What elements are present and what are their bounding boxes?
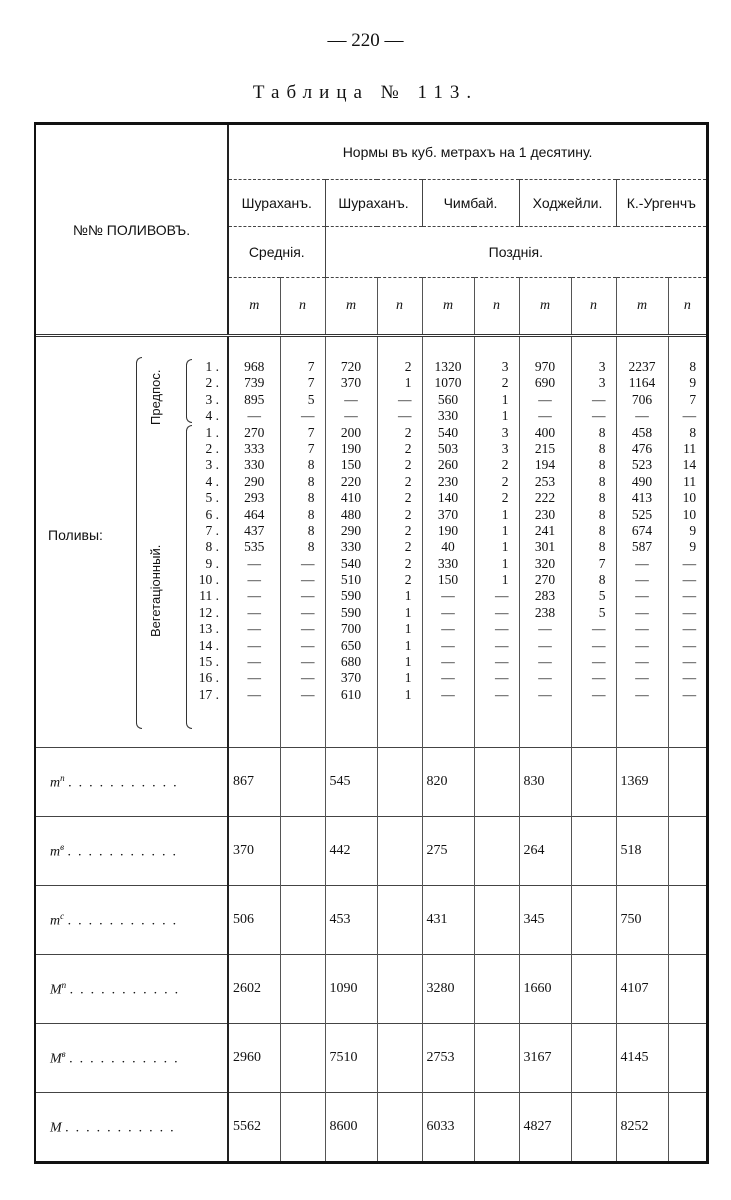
- column-chimbay-m: [422, 336, 474, 748]
- table-cell: 8: [307, 539, 315, 555]
- table-cell: 739: [244, 375, 265, 391]
- type-header-pozdniya: Позднія.: [325, 227, 706, 278]
- prednos-label: Предпос.: [148, 369, 163, 425]
- column-shurakhan-pozd-n: [377, 336, 422, 748]
- table-cell: 8: [598, 506, 606, 522]
- table-cell: 2: [404, 359, 412, 374]
- sub-header-n: n: [474, 278, 519, 336]
- table-cell: —: [495, 604, 509, 620]
- summary-value: 2960: [228, 1024, 280, 1093]
- table-cell: 525: [631, 506, 653, 522]
- table-cell: —: [682, 621, 697, 637]
- table-cell: —: [538, 637, 552, 653]
- table-cell: 1320: [434, 359, 462, 374]
- table-cell: 222: [534, 490, 556, 506]
- table-cell: 8: [689, 359, 697, 374]
- table-cell: —: [495, 637, 509, 653]
- table-cell: 8: [598, 539, 606, 555]
- table-cell: 8: [598, 572, 606, 588]
- table-cell: 230: [437, 473, 459, 489]
- table-cell: 200: [340, 424, 362, 440]
- table-cell: 480: [340, 506, 362, 522]
- sub-header-n: n: [571, 278, 616, 336]
- table-cell: —: [301, 604, 315, 620]
- table-cell: —: [247, 588, 261, 604]
- table-cell: 301: [534, 539, 556, 555]
- table-cell: —: [682, 555, 697, 571]
- table-cell: 2: [501, 375, 509, 391]
- table-cell: 10: [682, 506, 697, 522]
- table-cell: 674: [631, 522, 653, 538]
- column-chimbay-n: [474, 336, 519, 748]
- table-cell: 1: [404, 654, 412, 670]
- polivy-label: Поливы:: [48, 527, 103, 543]
- table-cell: 7: [307, 440, 315, 456]
- table-cell: —: [495, 670, 509, 686]
- table-cell: 370: [437, 506, 459, 522]
- table-cell: —: [538, 686, 552, 702]
- summary-value: 8252: [616, 1093, 668, 1162]
- table-cell: —: [635, 637, 649, 653]
- table-cell: 215: [534, 440, 556, 456]
- table-cell: —: [301, 686, 315, 702]
- table-cell: 11: [683, 440, 697, 456]
- column-urgench-m: [616, 336, 668, 748]
- table-cell: —: [301, 621, 315, 637]
- sub-header-n: n: [668, 278, 706, 336]
- table-cell: 330: [437, 555, 459, 571]
- table-cell: 370: [340, 670, 362, 686]
- table-cell: 150: [437, 572, 459, 588]
- table-cell: —: [247, 670, 261, 686]
- column-shurakhan-sred-m: [228, 336, 280, 748]
- table-cell: —: [301, 654, 315, 670]
- table-cell: 290: [244, 473, 265, 489]
- summary-row: [36, 1024, 706, 1093]
- table-cell: 560: [437, 391, 459, 407]
- table-cell: 8: [307, 490, 315, 506]
- type-header-sredniya: Среднія.: [228, 227, 325, 278]
- table-cell: —: [441, 686, 455, 702]
- summary-row: [36, 955, 706, 1024]
- table-cell: 150: [340, 457, 362, 473]
- table-cell: 464: [244, 506, 265, 522]
- summary-value: 1660: [519, 955, 571, 1024]
- place-header: Шураханъ.: [228, 180, 325, 227]
- row-label-area: [36, 337, 227, 747]
- table-cell: 706: [631, 391, 653, 407]
- table-cell: 690: [534, 375, 556, 391]
- summary-label: $M^п$ ...........: [36, 955, 228, 1024]
- table-cell: 590: [340, 604, 362, 620]
- table-cell: 410: [340, 490, 362, 506]
- summary-value: 3167: [519, 1024, 571, 1093]
- table-cell: 503: [437, 440, 459, 456]
- summary-value: 4107: [616, 955, 668, 1024]
- table-cell: —: [635, 555, 649, 571]
- table-cell: —: [635, 686, 649, 702]
- irrigation-norms-table: [34, 122, 709, 1164]
- table-cell: 7: [307, 424, 315, 440]
- page-number: — 220 —: [327, 30, 404, 51]
- table-cell: 7: [689, 391, 697, 407]
- table-cell: 320: [534, 555, 556, 571]
- table-cell: —: [592, 670, 606, 686]
- table-cell: 290: [340, 522, 362, 538]
- summary-value: 820: [422, 748, 474, 817]
- table-cell: —: [441, 621, 455, 637]
- table-cell: —: [635, 588, 649, 604]
- table-cell: 1: [501, 506, 509, 522]
- table-cell: —: [592, 637, 606, 653]
- table-cell: 238: [534, 604, 556, 620]
- summary-value: 867: [228, 748, 280, 817]
- table-cell: 7: [307, 375, 315, 391]
- summary-value: 345: [519, 886, 571, 955]
- table-cell: 7: [598, 555, 606, 571]
- table-cell: 3: [501, 359, 509, 374]
- table-cell: —: [398, 408, 412, 424]
- table-cell: —: [301, 572, 315, 588]
- summary-value: 264: [519, 817, 571, 886]
- summary-row: [36, 886, 706, 955]
- table-cell: 700: [340, 621, 362, 637]
- summary-value: 453: [325, 886, 377, 955]
- table-cell: 253: [534, 473, 556, 489]
- table-cell: 8: [307, 522, 315, 538]
- table-cell: —: [592, 621, 606, 637]
- table-cell: 2: [404, 572, 412, 588]
- table-cell: 241: [534, 522, 556, 538]
- column-khodzheyli-m: [519, 336, 571, 748]
- table-cell: 895: [244, 391, 265, 407]
- table-cell: 437: [244, 522, 265, 538]
- column-shurakhan-pozd-m: [325, 336, 377, 748]
- table-cell: —: [441, 670, 455, 686]
- table-cell: 400: [534, 424, 556, 440]
- table-cell: 8: [307, 506, 315, 522]
- summary-row: [36, 1093, 706, 1162]
- summary-value: 2602: [228, 955, 280, 1024]
- table-cell: 680: [340, 654, 362, 670]
- table-cell: 2: [404, 522, 412, 538]
- table-cell: —: [441, 637, 455, 653]
- table-cell: 610: [340, 686, 362, 702]
- place-header: Чимбай.: [422, 180, 519, 227]
- table-cell: —: [344, 391, 358, 407]
- sub-header-m: m: [422, 278, 474, 336]
- table-cell: 2: [404, 473, 412, 489]
- table-cell: 1: [501, 555, 509, 571]
- table-cell: —: [635, 604, 649, 620]
- table-cell: —: [538, 654, 552, 670]
- summary-row: [36, 817, 706, 886]
- table-cell: 2: [404, 490, 412, 506]
- table-cell: 720: [340, 359, 362, 374]
- table-cell: 5: [598, 588, 606, 604]
- table-cell: 1: [404, 604, 412, 620]
- row-numbers: 1 . 2 . 3 . 4 . 1 . 2 . 3 . 4 . 5 . 6 . 7 . 8 . 9 . 10 . 11 . 12 . 13 . 14 . 15 . 16 . 17 .: [198, 359, 219, 702]
- table-cell: 2: [501, 473, 509, 489]
- table-cell: 330: [340, 539, 362, 555]
- table-cell: 2: [501, 490, 509, 506]
- summary-row: [36, 748, 706, 817]
- column-urgench-n: [668, 336, 706, 748]
- table-cell: 5: [307, 391, 315, 407]
- summary-value: 442: [325, 817, 377, 886]
- summary-value: 5562: [228, 1093, 280, 1162]
- table-cell: 40: [441, 539, 455, 555]
- table-cell: 1164: [628, 375, 656, 391]
- table-cell: 3: [598, 359, 606, 374]
- table-cell: —: [635, 654, 649, 670]
- table-cell: 140: [437, 490, 459, 506]
- table-cell: —: [538, 621, 552, 637]
- table-cell: 510: [340, 572, 362, 588]
- table-cell: —: [635, 670, 649, 686]
- table-cell: —: [538, 670, 552, 686]
- table-cell: 220: [340, 473, 362, 489]
- table-cell: —: [247, 654, 261, 670]
- summary-label: M ...........: [36, 1093, 228, 1162]
- table-cell: —: [538, 408, 552, 424]
- table-cell: 5: [598, 604, 606, 620]
- table-cell: —: [247, 572, 261, 588]
- summary-value: 750: [616, 886, 668, 955]
- table-cell: 2: [404, 424, 412, 440]
- table-cell: 1: [404, 588, 412, 604]
- table-cell: 8: [689, 424, 697, 440]
- table-cell: 9: [689, 522, 697, 538]
- table-cell: 2: [404, 440, 412, 456]
- summary-value: 370: [228, 817, 280, 886]
- table-cell: 1: [501, 539, 509, 555]
- table-cell: —: [301, 588, 315, 604]
- table-cell: 1: [501, 391, 509, 407]
- table-cell: 2: [404, 555, 412, 571]
- table-cell: —: [682, 572, 697, 588]
- table-cell: 9: [689, 539, 697, 555]
- table-cell: —: [441, 654, 455, 670]
- table-cell: —: [682, 686, 697, 702]
- table-cell: 330: [437, 408, 459, 424]
- table-cell: 8: [307, 473, 315, 489]
- summary-value: 830: [519, 748, 571, 817]
- table-cell: 2: [404, 506, 412, 522]
- table-cell: 194: [534, 457, 556, 473]
- table-cell: 293: [244, 490, 265, 506]
- table-cell: —: [682, 637, 697, 653]
- table-cell: —: [682, 654, 697, 670]
- table-cell: —: [301, 637, 315, 653]
- table-cell: 970: [534, 359, 556, 374]
- table-cell: 1: [501, 572, 509, 588]
- table-cell: 458: [631, 424, 653, 440]
- summary-value: 7510: [325, 1024, 377, 1093]
- summary-label: $m^с$ ...........: [36, 886, 228, 955]
- summary-value: 545: [325, 748, 377, 817]
- table-cell: 490: [631, 473, 653, 489]
- vegetatsionniy-label: Вегетаціонный.: [148, 544, 163, 637]
- table-cell: —: [495, 686, 509, 702]
- summary-value: 518: [616, 817, 668, 886]
- table-cell: 1: [501, 408, 509, 424]
- table-cell: —: [247, 555, 261, 571]
- table-cell: —: [682, 588, 697, 604]
- table-cell: —: [635, 572, 649, 588]
- table-cell: 190: [437, 522, 459, 538]
- table-cell: 8: [598, 473, 606, 489]
- table-cell: 11: [683, 473, 697, 489]
- table-cell: —: [592, 654, 606, 670]
- table-cell: 370: [340, 375, 362, 391]
- table-cell: 270: [244, 424, 265, 440]
- table-cell: —: [538, 391, 552, 407]
- table-cell: —: [301, 408, 315, 424]
- summary-value: 6033: [422, 1093, 474, 1162]
- table-cell: 650: [340, 637, 362, 653]
- summary-value: 431: [422, 886, 474, 955]
- table-cell: 587: [631, 539, 653, 555]
- table-cell: 413: [631, 490, 653, 506]
- row-label-header: №№ ПОЛИВОВЪ.: [36, 125, 228, 336]
- table-cell: 7: [307, 359, 315, 374]
- summary-value: 3280: [422, 955, 474, 1024]
- sub-header-m: m: [616, 278, 668, 336]
- sub-header-m: m: [519, 278, 571, 336]
- table-cell: 8: [307, 457, 315, 473]
- table-cell: 1: [404, 686, 412, 702]
- table-cell: 535: [244, 539, 265, 555]
- table-title: Таблица № 113.: [252, 82, 479, 103]
- table-cell: —: [398, 391, 412, 407]
- norms-title: Нормы въ куб. метрахъ на 1 десятину.: [228, 125, 706, 180]
- table-cell: —: [682, 604, 697, 620]
- table-cell: 333: [244, 440, 265, 456]
- table-cell: 190: [340, 440, 362, 456]
- table-cell: —: [495, 654, 509, 670]
- summary-value: 2753: [422, 1024, 474, 1093]
- table-cell: 1: [501, 522, 509, 538]
- table-cell: 8: [598, 424, 606, 440]
- place-header: К.-Ургенчъ: [616, 180, 706, 227]
- table-cell: —: [592, 686, 606, 702]
- summary-label: $M^в$ ...........: [36, 1024, 228, 1093]
- table-cell: 270: [534, 572, 556, 588]
- table-cell: —: [441, 604, 455, 620]
- place-header: Ходжейли.: [519, 180, 616, 227]
- table-cell: 9: [689, 375, 697, 391]
- table-cell: 8: [598, 457, 606, 473]
- table-cell: 1: [404, 621, 412, 637]
- summary-value: 8600: [325, 1093, 377, 1162]
- table-cell: 3: [598, 375, 606, 391]
- summary-value: 4827: [519, 1093, 571, 1162]
- table-cell: —: [247, 408, 261, 424]
- table-cell: —: [682, 408, 697, 424]
- table-cell: 10: [682, 490, 697, 506]
- table-cell: 540: [437, 424, 459, 440]
- table-cell: 8: [598, 440, 606, 456]
- table-cell: —: [495, 621, 509, 637]
- table-cell: 14: [682, 457, 697, 473]
- summary-value: 4145: [616, 1024, 668, 1093]
- summary-value: 275: [422, 817, 474, 886]
- table-cell: 476: [631, 440, 653, 456]
- table-cell: —: [247, 621, 261, 637]
- table-cell: —: [247, 604, 261, 620]
- table-cell: —: [301, 670, 315, 686]
- table-cell: 8: [598, 490, 606, 506]
- table-cell: 540: [340, 555, 362, 571]
- summary-value: 1090: [325, 955, 377, 1024]
- table-cell: 330: [244, 457, 265, 473]
- sub-header-m: m: [228, 278, 280, 336]
- place-header: Шураханъ.: [325, 180, 422, 227]
- summary-label: $m^в$ ...........: [36, 817, 228, 886]
- sub-header-n: n: [280, 278, 325, 336]
- summary-value: 506: [228, 886, 280, 955]
- summary-label: $m^п$ ...........: [36, 748, 228, 817]
- table-cell: 968: [244, 359, 265, 374]
- table-cell: —: [247, 686, 261, 702]
- table-cell: —: [682, 670, 697, 686]
- table-cell: —: [441, 588, 455, 604]
- table-cell: 283: [534, 588, 556, 604]
- table-cell: 3: [501, 440, 509, 456]
- table-cell: —: [301, 555, 315, 571]
- table-cell: 1: [404, 670, 412, 686]
- table-cell: 590: [340, 588, 362, 604]
- table-cell: 3: [501, 424, 509, 440]
- table-cell: —: [592, 408, 606, 424]
- table-cell: 2237: [628, 359, 656, 374]
- summary-value: 1369: [616, 748, 668, 817]
- column-khodzheyli-n: [571, 336, 616, 748]
- table-cell: —: [247, 637, 261, 653]
- table-cell: 230: [534, 506, 556, 522]
- table-cell: 2: [404, 539, 412, 555]
- table-cell: —: [495, 588, 509, 604]
- table-cell: —: [635, 408, 649, 424]
- sub-header-n: n: [377, 278, 422, 336]
- sub-header-m: m: [325, 278, 377, 336]
- table-cell: 523: [631, 457, 653, 473]
- table-cell: 1070: [434, 375, 462, 391]
- table-cell: 2: [501, 457, 509, 473]
- brace-outer: [136, 357, 142, 729]
- table-cell: 8: [598, 522, 606, 538]
- table-cell: 1: [404, 375, 412, 391]
- table-cell: —: [344, 408, 358, 424]
- table-cell: 1: [404, 637, 412, 653]
- table-cell: 260: [437, 457, 459, 473]
- table-cell: —: [635, 621, 649, 637]
- table-cell: —: [592, 391, 606, 407]
- column-shurakhan-sred-n: [280, 336, 325, 748]
- table-cell: 2: [404, 457, 412, 473]
